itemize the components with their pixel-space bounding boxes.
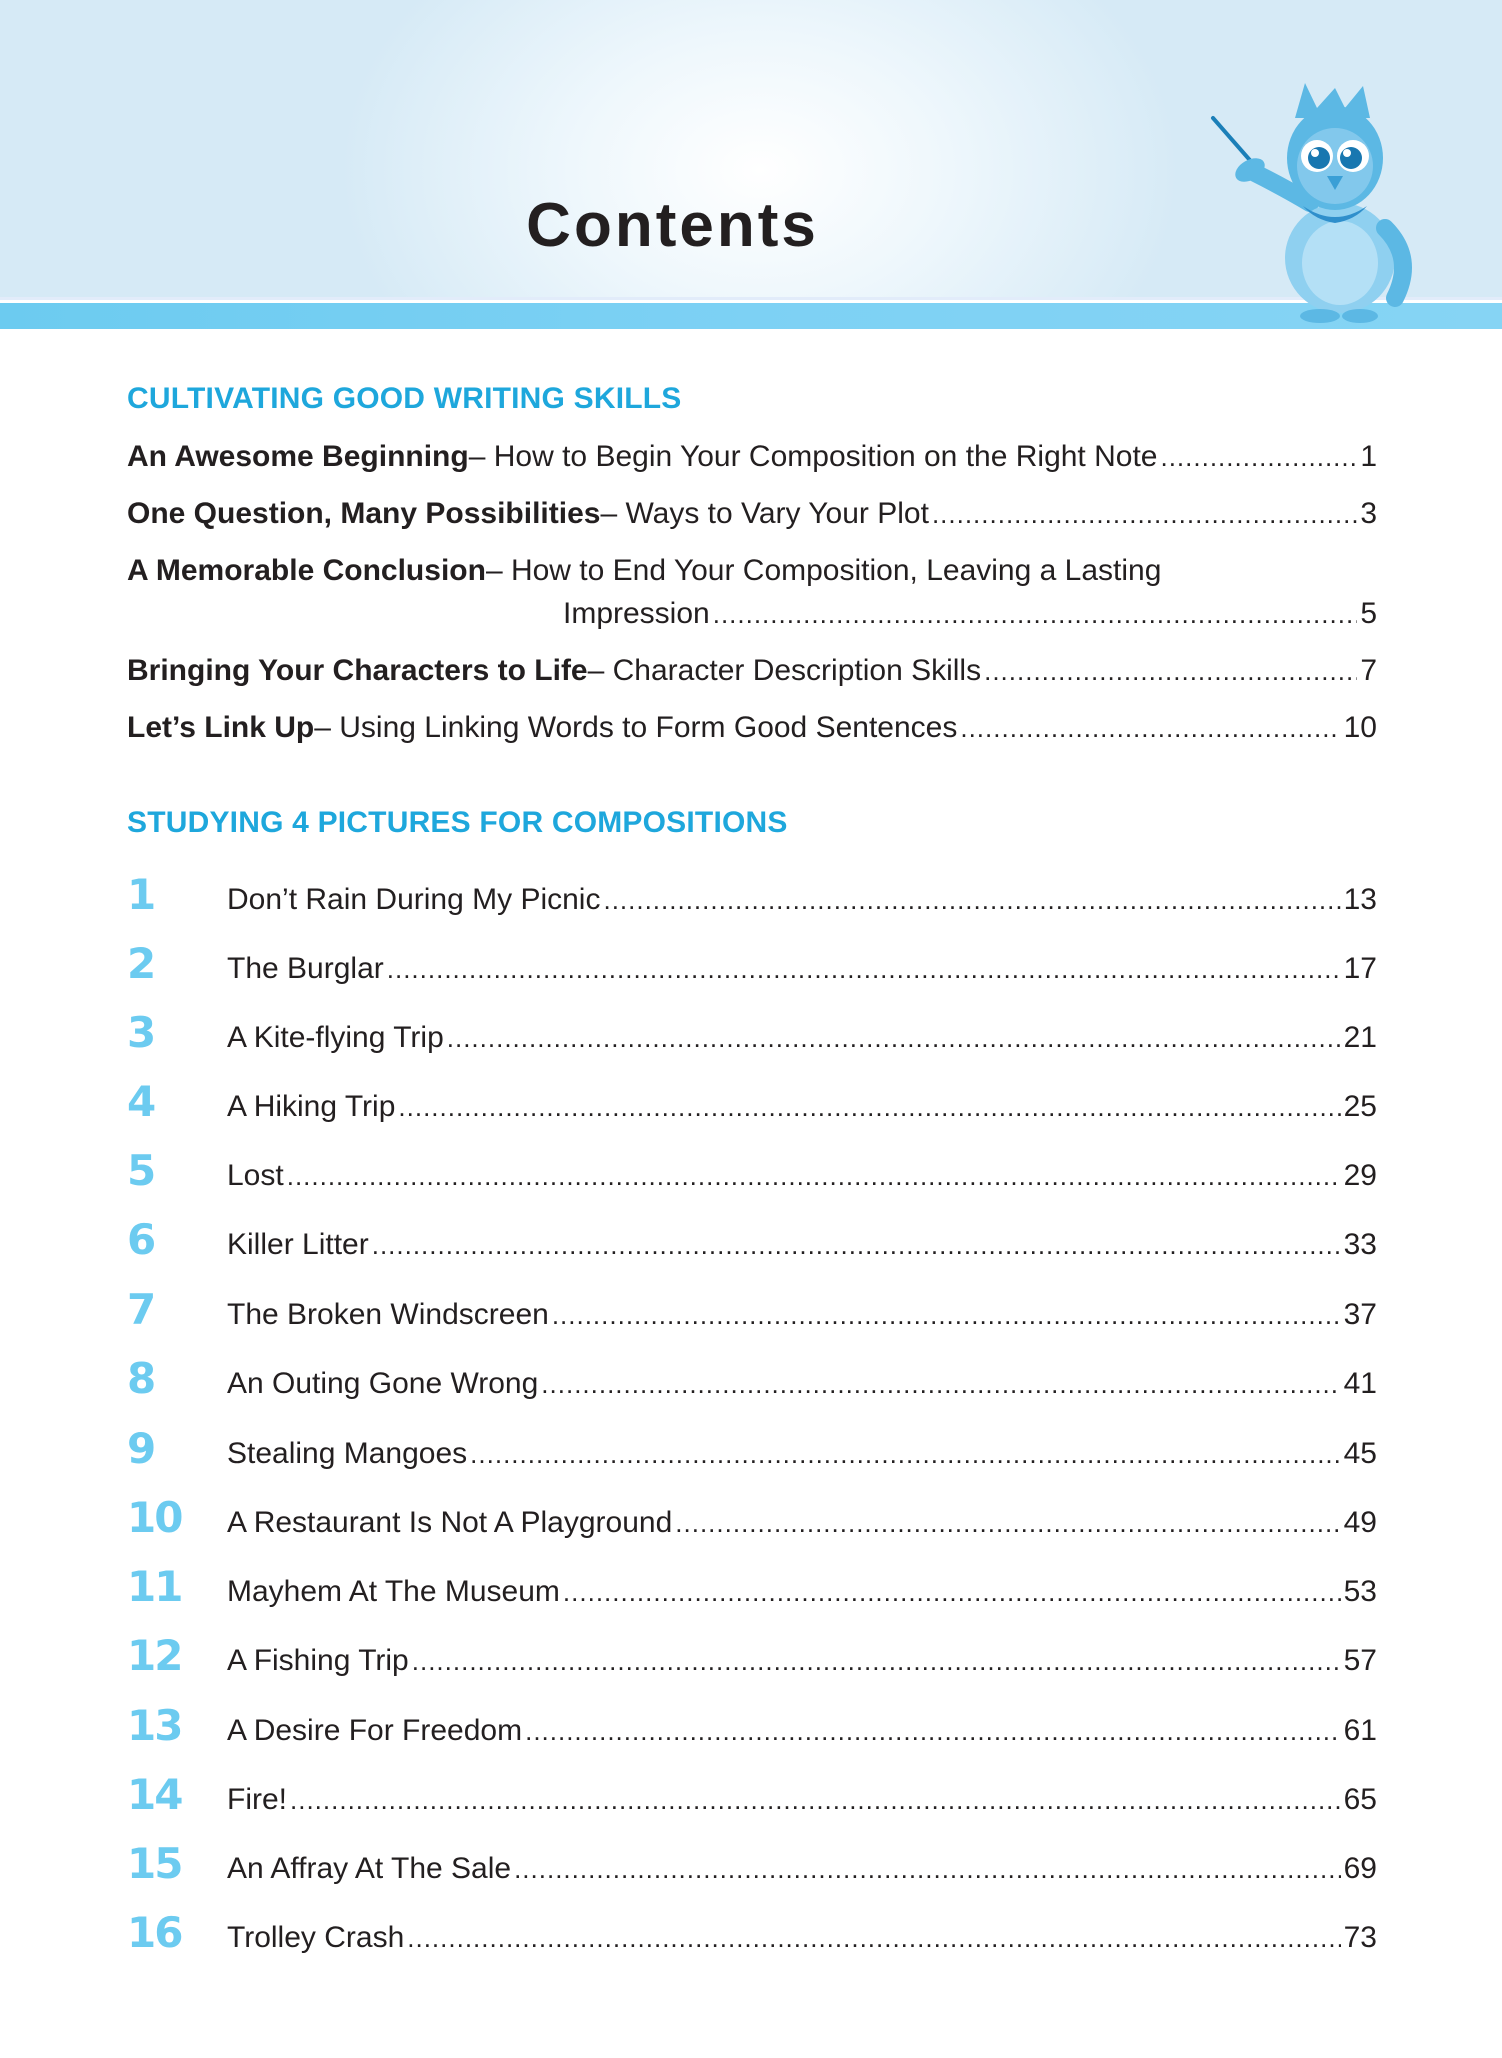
page-number: 53 [1343, 1575, 1377, 1608]
chapter-title: Lost [227, 1159, 284, 1192]
owl-mascot-icon [1195, 78, 1435, 328]
chapter-number: 7 [127, 1285, 155, 1334]
toc-chapter-row[interactable] [127, 1146, 1377, 1196]
toc-chapter-row[interactable] [127, 1354, 1377, 1404]
toc-chapter-row[interactable] [127, 870, 1377, 920]
chapter-number: 12 [127, 1631, 182, 1680]
toc-chapter-row[interactable] [127, 1908, 1377, 1958]
chapter-title: An Affray At The Sale [227, 1852, 512, 1885]
entry-subtitle: – How to End Your Composition, Leaving a Lasting [485, 554, 1162, 587]
chapter-number: 3 [127, 1008, 155, 1057]
dot-leader [1160, 442, 1357, 473]
toc-entry-continuation[interactable] [563, 597, 1377, 631]
page-number: 49 [1343, 1506, 1377, 1539]
toc-chapter-row[interactable] [127, 1424, 1377, 1474]
chapter-number: 6 [127, 1215, 155, 1264]
page-number: 17 [1343, 952, 1377, 985]
entry-title: Let’s Link Up [127, 711, 315, 744]
page-number: 73 [1343, 1921, 1377, 1954]
dot-leader [372, 1230, 1341, 1261]
toc-chapter-row[interactable] [127, 1839, 1377, 1889]
toc-chapter-row[interactable] [127, 1077, 1377, 1127]
page-number: 65 [1343, 1783, 1377, 1816]
chapter-title: The Burglar [227, 952, 384, 985]
chapter-number: 5 [127, 1146, 155, 1195]
section-heading-writing-skills: CULTIVATING GOOD WRITING SKILLS [127, 382, 682, 415]
chapter-title: Fire! [227, 1783, 287, 1816]
page-number: 3 [1360, 497, 1377, 530]
toc-chapter-row[interactable] [127, 1215, 1377, 1265]
page-number: 21 [1343, 1021, 1377, 1054]
toc-chapter-row[interactable] [127, 1701, 1377, 1751]
chapter-title: Trolley Crash [227, 1921, 405, 1954]
chapter-number: 15 [127, 1839, 182, 1888]
page-number: 13 [1343, 883, 1377, 916]
dot-leader [603, 885, 1340, 916]
chapter-number: 2 [127, 939, 155, 988]
page-number: 5 [1360, 597, 1377, 630]
dot-leader [675, 1508, 1340, 1539]
toc-chapter-row[interactable] [127, 1562, 1377, 1612]
dot-leader [713, 599, 1358, 630]
dot-leader [387, 954, 1341, 985]
section-heading-pictures: STUDYING 4 PICTURES FOR COMPOSITIONS [127, 806, 788, 839]
toc-entry[interactable] [127, 497, 1377, 531]
entry-title: A Memorable Conclusion [127, 554, 486, 587]
page-number: 57 [1343, 1644, 1377, 1677]
dot-leader [290, 1785, 1341, 1816]
chapter-number: 11 [127, 1562, 182, 1611]
chapter-title: A Kite-flying Trip [227, 1021, 444, 1054]
dot-leader [470, 1439, 1340, 1470]
dot-leader [525, 1716, 1341, 1747]
page-number: 1 [1360, 440, 1377, 473]
chapter-number: 9 [127, 1424, 155, 1473]
entry-subtitle: – Character Description Skills [587, 654, 982, 687]
dot-leader [932, 499, 1357, 530]
entry-title: One Question, Many Possibilities [127, 497, 601, 530]
chapter-number: 14 [127, 1770, 182, 1819]
page-number: 37 [1343, 1298, 1377, 1331]
chapter-title: Stealing Mangoes [227, 1437, 468, 1470]
dot-leader [960, 713, 1340, 744]
dot-leader [552, 1300, 1341, 1331]
toc-entry[interactable] [127, 654, 1377, 688]
page-title: Contents [526, 191, 819, 260]
dot-leader [984, 656, 1357, 687]
page-number: 69 [1343, 1852, 1377, 1885]
chapter-number: 16 [127, 1908, 182, 1957]
page-number: 7 [1360, 654, 1377, 687]
chapter-title: The Broken Windscreen [227, 1298, 549, 1331]
toc-chapter-row[interactable] [127, 1285, 1377, 1335]
chapter-title: An Outing Gone Wrong [227, 1367, 539, 1400]
dot-leader [287, 1161, 1341, 1192]
chapter-number: 8 [127, 1354, 155, 1403]
chapter-title: Mayhem At The Museum [227, 1575, 560, 1608]
chapter-title: A Desire For Freedom [227, 1714, 523, 1747]
dot-leader [514, 1854, 1341, 1885]
chapter-title: A Restaurant Is Not A Playground [227, 1506, 673, 1539]
toc-chapter-row[interactable] [127, 939, 1377, 989]
toc-entry[interactable] [127, 711, 1377, 745]
toc-entry[interactable] [127, 440, 1377, 474]
chapter-title: A Fishing Trip [227, 1644, 409, 1677]
dot-leader [412, 1646, 1341, 1677]
entry-title: An Awesome Beginning [127, 440, 469, 473]
chapter-title: Killer Litter [227, 1228, 369, 1261]
entry-subtitle: – Using Linking Words to Form Good Sentences [314, 711, 958, 744]
entry-subtitle-continuation: Impression [563, 597, 710, 630]
toc-chapter-row[interactable] [127, 1631, 1377, 1681]
entry-subtitle: – Ways to Vary Your Plot [600, 497, 929, 530]
dot-leader [398, 1092, 1340, 1123]
toc-chapter-row[interactable] [127, 1493, 1377, 1543]
dot-leader [407, 1923, 1340, 1954]
page-number: 10 [1343, 711, 1377, 744]
page-number: 61 [1343, 1714, 1377, 1747]
chapter-number: 10 [127, 1493, 182, 1542]
page-number: 33 [1343, 1228, 1377, 1261]
page-number: 45 [1343, 1437, 1377, 1470]
chapter-title: Don’t Rain During My Picnic [227, 883, 601, 916]
dot-leader [563, 1577, 1341, 1608]
toc-entry[interactable] [127, 554, 1377, 588]
dot-leader [541, 1369, 1340, 1400]
entry-title: Bringing Your Characters to Life [127, 654, 588, 687]
entry-subtitle: – How to Begin Your Composition on the Right Note [468, 440, 1158, 473]
toc-chapter-row[interactable] [127, 1770, 1377, 1820]
toc-chapter-row[interactable] [127, 1008, 1377, 1058]
page-number: 29 [1343, 1159, 1377, 1192]
chapter-number: 1 [127, 870, 155, 919]
page-number: 25 [1343, 1090, 1377, 1123]
chapter-title: A Hiking Trip [227, 1090, 396, 1123]
dot-leader [447, 1023, 1341, 1054]
chapter-number: 4 [127, 1077, 155, 1126]
chapter-number: 13 [127, 1701, 182, 1750]
page-number: 41 [1343, 1367, 1377, 1400]
